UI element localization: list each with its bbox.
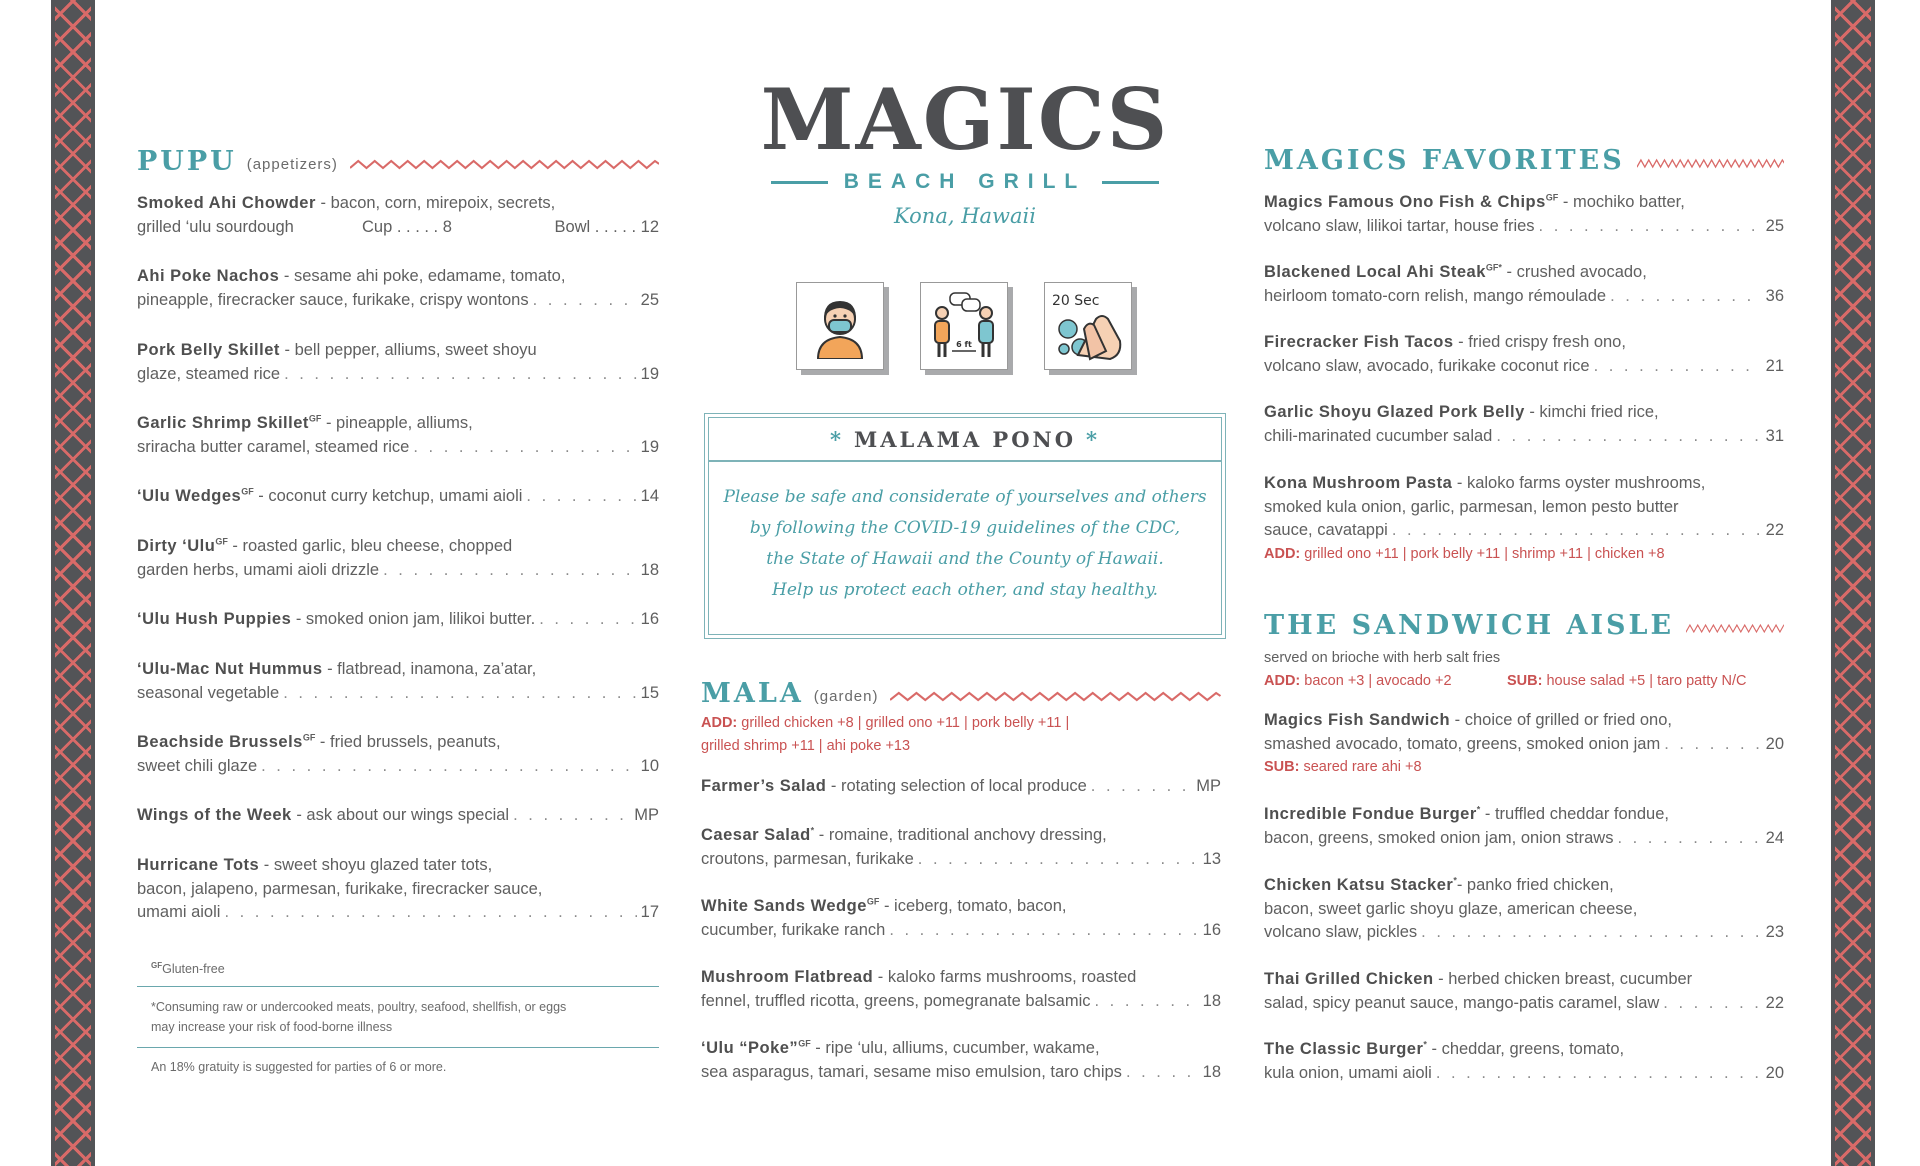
- face-mask-icon: [796, 282, 884, 370]
- safety-line: by following the COVID-19 guidelines of the CDC,: [749, 518, 1181, 538]
- item-price: 25: [1765, 216, 1784, 235]
- sandwich-served-note: served on brioche with herb salt fries: [1264, 650, 1501, 666]
- sub-label: SUB:: [1507, 673, 1543, 689]
- tribal-border-left: [51, 0, 95, 1166]
- logo-subtitle: BEACH GRILL: [843, 170, 1087, 193]
- menu-item-blackened-ahi-steak: [1264, 261, 1784, 308]
- raw-food-warning: [137, 987, 659, 1047]
- item-desc: - cheddar, greens, tomato,: [1426, 1040, 1625, 1058]
- item-price: 22: [1765, 993, 1784, 1012]
- item-price: 20: [1765, 1063, 1784, 1082]
- add-options: grilled chicken +8 | grilled ono +11 | pork belly +11 |: [737, 715, 1070, 731]
- item-name: Magics Fish Sandwich: [1264, 711, 1451, 729]
- malama-pono-notice: [704, 413, 1226, 639]
- menu-item-fondue-burger: [1264, 803, 1784, 850]
- safety-line: Help us protect each other, and stay healthy.: [772, 580, 1158, 600]
- tribal-border-right: [1831, 0, 1875, 1166]
- safety-line: Please be safe and considerate of yourselves and others: [723, 487, 1207, 507]
- menu-item-firecracker-fish-tacos: [1264, 331, 1784, 378]
- item-desc: smoked kula onion, garlic, parmesan, lemon pesto butter: [1264, 497, 1679, 516]
- sandwich-title: THE SANDWICH AISLE: [1264, 610, 1675, 641]
- item-name: Thai Grilled Chicken: [1264, 970, 1434, 988]
- item-desc: salad, spicy peanut sauce, mango-patis caramel, slaw: [1264, 993, 1660, 1012]
- gf-mark: GF: [151, 960, 163, 970]
- item-desc: - romaine, traditional anchovy dressing,: [814, 826, 1107, 844]
- menu-item-hurricane-tots: [137, 854, 659, 925]
- item-desc: seasonal vegetable: [137, 683, 280, 702]
- item-desc: - sweet shoyu glazed tater tots,: [259, 856, 493, 874]
- add-options: bacon +3 | avocado +2: [1300, 673, 1452, 689]
- pupu-subtitle: (appetizers): [246, 156, 338, 173]
- malama-pono-header: [709, 418, 1221, 462]
- sub-label: SUB:: [1264, 759, 1300, 775]
- item-name: Hurricane Tots: [137, 856, 260, 874]
- menu-item-farmers-salad: [701, 775, 1221, 799]
- menu-item-pork-belly-skillet: [137, 339, 659, 386]
- item-desc: - fried crispy fresh ono,: [1453, 333, 1626, 351]
- item-name: Wings of the Week: [137, 806, 292, 824]
- add-label: ADD:: [701, 715, 738, 731]
- item-price: MP: [1196, 777, 1221, 795]
- menu-item-ono-fish-and-chips: [1264, 191, 1784, 238]
- malama-pono-title: MALAMA PONO: [853, 426, 1077, 452]
- pasta-add-ons: [1264, 543, 1784, 566]
- logo-title: MAGICS: [760, 70, 1170, 169]
- item-desc: bacon, sweet garlic shoyu glaze, american cheese,: [1264, 899, 1638, 918]
- item-name: ‘Ulu “Poke”: [701, 1039, 799, 1057]
- item-desc: - crushed avocado,: [1501, 263, 1647, 281]
- add-label: ADD:: [1264, 673, 1301, 689]
- item-price: 31: [1765, 426, 1784, 445]
- star-mark: *: [1086, 426, 1100, 452]
- item-desc: - sesame ahi poke, edamame, tomato,: [279, 267, 566, 285]
- add-options: grilled shrimp +11 | ahi poke +13: [701, 738, 911, 754]
- item-price: 21: [1765, 356, 1784, 375]
- gluten-free-mark: GF*: [1485, 262, 1502, 273]
- wash-time-label: 20 Sec: [1052, 293, 1100, 309]
- menu-item-classic-burger: [1264, 1038, 1784, 1085]
- item-desc: - truffled cheddar fondue,: [1480, 805, 1669, 823]
- item-name: Blackened Local Ahi Steak: [1264, 263, 1486, 281]
- item-desc: pineapple, firecracker sauce, furikake, crispy wontons: [137, 290, 529, 309]
- gluten-free-mark: GF: [798, 1038, 811, 1049]
- wave-divider: [890, 690, 1221, 704]
- bowl-price: Bowl . . . . . 12: [554, 217, 659, 236]
- item-desc: volcano slaw, lilikoi tartar, house fries: [1264, 216, 1535, 235]
- raw-mark: *: [1423, 1039, 1427, 1050]
- item-desc: - kimchi fried rice,: [1524, 403, 1659, 421]
- menu-notes: [137, 962, 659, 1074]
- item-desc: volcano slaw, pickles: [1264, 923, 1418, 941]
- item-price: 16: [640, 610, 659, 628]
- item-desc: - fried brussels, peanuts,: [315, 733, 501, 751]
- add-options: grilled ono +11 | pork belly +11 | shrimp +11 | chicken +8: [1300, 545, 1665, 562]
- item-price: 19: [640, 437, 659, 456]
- item-name: ‘Ulu Wedges: [137, 487, 242, 505]
- item-name: ‘Ulu-Mac Nut Hummus: [137, 660, 323, 678]
- item-desc: - iceberg, tomato, bacon,: [879, 897, 1067, 915]
- item-desc: - herbed chicken breast, cucumber: [1433, 970, 1693, 988]
- item-desc: - bell pepper, alliums, sweet shoyu: [279, 341, 537, 359]
- item-desc: grilled ‘ulu sourdough: [137, 217, 294, 236]
- pupu-title: PUPU: [137, 146, 237, 177]
- item-desc: - panko fried chicken,: [1456, 876, 1614, 894]
- mala-subtitle: (garden): [813, 688, 879, 705]
- item-desc: bacon, greens, smoked onion jam, onion straws: [1264, 828, 1614, 847]
- item-name: Mushroom Flatbread: [701, 968, 874, 986]
- logo-location: Kona, Hawaii: [894, 204, 1036, 228]
- item-name: The Classic Burger: [1264, 1040, 1424, 1058]
- warning-line: may increase your risk of food-borne illness: [151, 1020, 393, 1034]
- item-desc: - choice of grilled or fried ono,: [1450, 711, 1672, 729]
- fish-sandwich-sub: [1264, 756, 1784, 779]
- hand-wash-icon: [1044, 282, 1132, 370]
- item-price: 17: [640, 903, 659, 921]
- menu-item-chicken-katsu-stacker: [1264, 874, 1784, 945]
- item-desc: glaze, steamed rice: [137, 364, 281, 383]
- item-name: Kona Mushroom Pasta: [1264, 474, 1453, 492]
- item-price: 10: [640, 756, 659, 775]
- item-desc: - smoked onion jam, lilikoi butter.: [291, 610, 536, 628]
- logo-subtitle-row: [755, 170, 1175, 194]
- menu-item-magics-fish-sandwich: [1264, 709, 1784, 779]
- distance-label: 6 ft: [956, 340, 972, 349]
- item-name: Garlic Shoyu Glazed Pork Belly: [1264, 403, 1525, 421]
- brand-logo: [755, 70, 1175, 228]
- item-desc: sriracha butter caramel, steamed rice: [137, 437, 410, 456]
- item-price: MP: [634, 806, 659, 824]
- item-desc: - pineapple, alliums,: [321, 414, 473, 432]
- item-desc: - kaloko farms mushrooms, roasted: [873, 968, 1137, 986]
- item-price: 15: [640, 683, 659, 702]
- item-desc: - coconut curry ketchup, umami aioli: [253, 487, 523, 505]
- item-desc: sea asparagus, tamari, sesame miso emulsion, taro chips: [701, 1062, 1122, 1081]
- item-desc: - bacon, corn, mirepoix, secrets,: [315, 194, 556, 212]
- item-price: 16: [1202, 920, 1221, 939]
- item-desc: umami aioli: [137, 903, 221, 921]
- favorites-header: [1264, 147, 1784, 174]
- item-price: 18: [1202, 1062, 1221, 1081]
- item-desc: - flatbread, inamona, za’atar,: [322, 660, 537, 678]
- safety-message: [709, 462, 1221, 606]
- item-name: Chicken Katsu Stacker: [1264, 876, 1454, 894]
- gluten-free-mark: GF: [215, 536, 228, 547]
- raw-mark: *: [1453, 875, 1457, 886]
- item-price: 25: [640, 290, 659, 309]
- item-name: Magics Famous Ono Fish & Chips: [1264, 193, 1546, 211]
- gluten-free-mark: GF: [241, 486, 254, 497]
- item-price: 22: [1765, 521, 1784, 539]
- mala-add-ons: [701, 712, 1221, 758]
- gluten-free-mark: GF: [302, 732, 316, 743]
- item-name: Pork Belly Skillet: [137, 341, 280, 359]
- menu-item-white-sands-wedge: [701, 895, 1221, 942]
- add-label: ADD:: [1264, 545, 1301, 562]
- item-desc: heirloom tomato-corn relish, mango rémoulade: [1264, 286, 1607, 305]
- menu-item-ulu-hush-puppies: [137, 608, 659, 632]
- item-price: 36: [1765, 286, 1784, 305]
- gratuity-note: An 18% gratuity is suggested for parties of 6 or more.: [151, 1060, 447, 1074]
- item-desc: cucumber, furikake ranch: [701, 920, 886, 939]
- item-price: 14: [640, 487, 659, 505]
- item-desc: volcano slaw, avocado, furikake coconut rice: [1264, 356, 1590, 375]
- favorites-title: MAGICS FAVORITES: [1264, 145, 1625, 176]
- mala-header: [701, 680, 1221, 707]
- pupu-header: [137, 148, 659, 175]
- item-desc: - ripe ‘ulu, alliums, cucumber, wakame,: [810, 1039, 1100, 1057]
- menu-item-ulu-poke: [701, 1037, 1221, 1084]
- safety-line: the State of Hawaii and the County of Hawaii.: [766, 549, 1164, 569]
- gluten-free-mark: GF: [1545, 192, 1559, 203]
- wave-divider: [1686, 622, 1784, 636]
- menu-item-thai-grilled-chicken: [1264, 968, 1784, 1015]
- wave-divider: [1637, 157, 1784, 171]
- menu-item-smoked-ahi-chowder: [137, 192, 659, 239]
- item-name: Smoked Ahi Chowder: [137, 194, 316, 212]
- item-price: 23: [1765, 923, 1784, 941]
- item-desc: sauce, cavatappi: [1264, 521, 1388, 539]
- item-name: Ahi Poke Nachos: [137, 267, 280, 285]
- mala-title: MALA: [701, 678, 804, 709]
- menu-item-beachside-brussels: [137, 731, 659, 778]
- star-mark: *: [830, 426, 844, 452]
- item-name: Caesar Salad: [701, 826, 811, 844]
- menu-item-ahi-poke-nachos: [137, 265, 659, 312]
- item-desc: kula onion, umami aioli: [1264, 1063, 1432, 1082]
- menu-item-kona-mushroom-pasta: [1264, 472, 1784, 566]
- item-price: 18: [640, 560, 659, 579]
- menu-item-dirty-ulu: [137, 535, 659, 582]
- menu-item-caesar-salad: [701, 824, 1221, 871]
- sandwich-header: [1264, 612, 1784, 639]
- item-name: Farmer’s Salad: [701, 777, 827, 795]
- wave-divider: [350, 158, 659, 172]
- item-price: 20: [1765, 734, 1784, 753]
- item-price: 18: [1202, 991, 1221, 1010]
- raw-mark: *: [1476, 804, 1481, 815]
- item-desc: bacon, jalapeno, parmesan, furikake, firecracker sauce,: [137, 879, 543, 898]
- item-desc: fennel, truffled ricotta, greens, pomegranate balsamic: [701, 991, 1091, 1010]
- gluten-free-mark: GF: [308, 413, 322, 424]
- sub-options: house salad +5 | taro patty N/C: [1542, 673, 1747, 689]
- item-desc: - kaloko farms oyster mushrooms,: [1452, 474, 1706, 492]
- gf-label: Gluten-free: [162, 962, 225, 976]
- warning-line: *Consuming raw or undercooked meats, poultry, seafood, shellfish, or eggs: [151, 1000, 567, 1014]
- item-desc: - ask about our wings special: [291, 806, 510, 824]
- item-desc: croutons, parmesan, furikake: [701, 849, 914, 868]
- sub-options: seared rare ahi +8: [1299, 759, 1422, 775]
- sandwich-options: [1264, 670, 1784, 693]
- item-desc: - rotating selection of local produce: [826, 777, 1087, 795]
- menu-item-garlic-shrimp-skillet: [137, 412, 659, 459]
- item-price: 24: [1765, 828, 1784, 847]
- menu-item-mushroom-flatbread: [701, 966, 1221, 1013]
- item-desc: garden herbs, umami aioli drizzle: [137, 560, 380, 579]
- item-name: Beachside Brussels: [137, 733, 303, 751]
- gluten-free-mark: GF: [866, 896, 880, 907]
- item-desc: chili-marinated cucumber salad: [1264, 426, 1493, 445]
- item-name: Garlic Shrimp Skillet: [137, 414, 309, 432]
- item-name: Incredible Fondue Burger: [1264, 805, 1477, 823]
- raw-mark: *: [810, 825, 815, 836]
- item-name: Dirty ‘Ulu: [137, 537, 216, 555]
- gluten-free-note: [137, 962, 659, 986]
- item-desc: - mochiko batter,: [1558, 193, 1685, 211]
- item-name: Firecracker Fish Tacos: [1264, 333, 1454, 351]
- social-distance-icon: [920, 282, 1008, 370]
- menu-item-ulu-wedges: [137, 485, 659, 509]
- item-desc: sweet chili glaze: [137, 756, 258, 775]
- menu-item-shoyu-pork-belly: [1264, 401, 1784, 448]
- menu-item-wings-of-the-week: [137, 804, 659, 828]
- cup-price: Cup . . . . . 8: [362, 217, 452, 236]
- item-price: 19: [640, 364, 659, 383]
- safety-icons: [796, 282, 1132, 370]
- menu-item-ulu-mac-nut-hummus: [137, 658, 659, 705]
- item-name: White Sands Wedge: [701, 897, 867, 915]
- item-name: ‘Ulu Hush Puppies: [137, 610, 292, 628]
- item-desc: - roasted garlic, bleu cheese, chopped: [227, 537, 513, 555]
- item-desc: smashed avocado, tomato, greens, smoked onion jam: [1264, 734, 1661, 753]
- item-price: 13: [1202, 849, 1221, 868]
